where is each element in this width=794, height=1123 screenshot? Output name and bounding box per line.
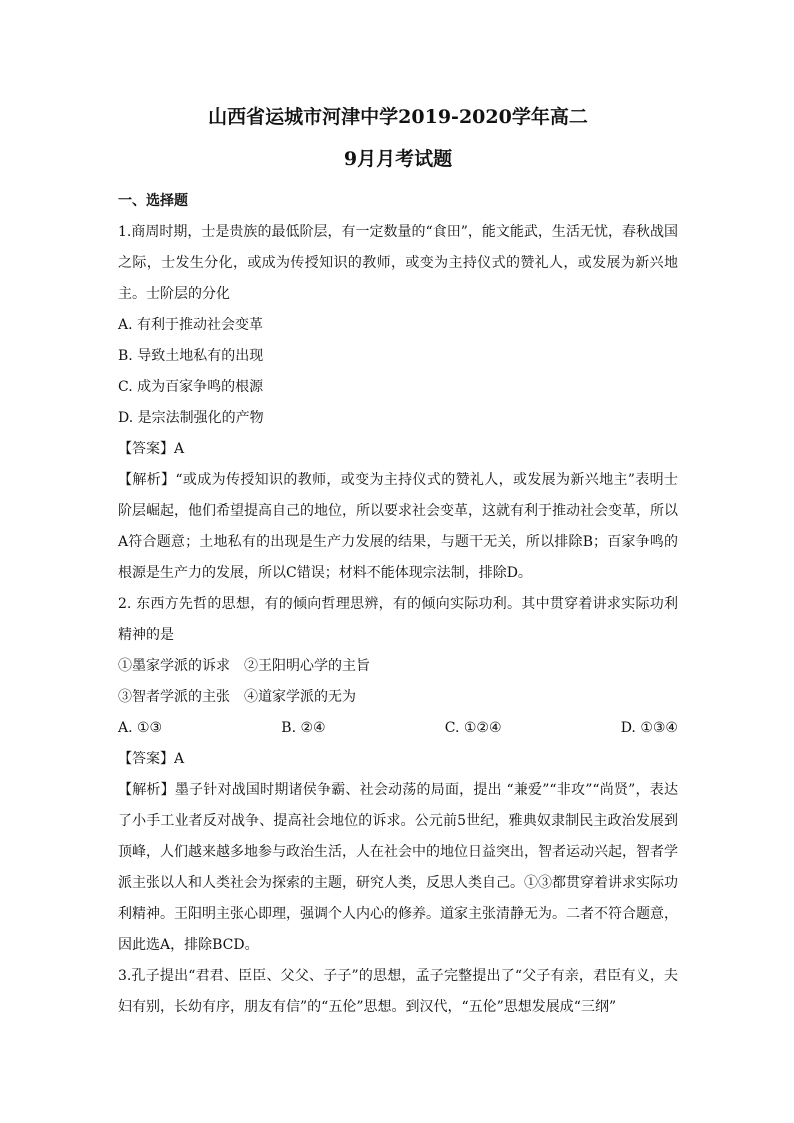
question-2-option-c: C. ①②④ [444,720,502,736]
question-2-option-b: B. ②④ [281,720,326,736]
exam-title: 山西省运城市河津中学2019-2020学年高二 [208,106,588,128]
question-2-analysis: 【解析】墨子针对战国时期诸侯争霸、社会动荡的局面，提出 “兼爱”“非攻”“尚贤”，表达了小手工业者反对战争、提高社会地位的诉求。公元前5世纪，雅典奴隶制民主政治发展到顶峰，人们越来越多地参与政治生活，人在社会中的地位日益突出，智者运动兴起，智者学派主张以人和人类社会为探索的主题，研究人类，反思人类自己。①③都贯穿着讲求实际功利精神。王阳明主张心即理，强调个人内心的修养。道家主张清静无为。二者不符合题意，因此选A，排除BCD。 [118,782,678,953]
question-1-option-c: C. 成为百家争鸣的根源 [118,379,264,395]
question-2-answer: 【答案】A [118,751,185,767]
question-3 [118,961,678,1023]
question-2-option-d: D. ①③④ [620,720,678,736]
question-1-analysis: 【解析】“或成为传授知识的教师，或变为主持仪式的赞礼人，或发展为新兴地主”表明士阶层崛起，他们希望提高自己的地位，所以要求社会变革，这就有利于推动社会变革，所以A符合题意；土地私有的出现是生产力发展的结果，与题干无关，所以排除B；百家争鸣的根源是生产力的发展，所以C错误；材料不能体现宗法制，排除D。 [118,472,678,581]
question-3-stem: 3.孔子提出“君君、臣臣、父父、子子”的思想，孟子完整提出了“父子有亲，君臣有义，夫妇有别，长幼有序，朋友有信”的“五伦”思想。到汉代，“五伦”思想发展成“三纲” [118,968,678,1015]
exam-subtitle: 9月月考试题 [343,148,453,170]
question-2 [118,589,678,961]
question-1-option-a: A. 有利于推动社会变革 [118,317,264,333]
question-2-options [118,713,678,744]
question-1-option-d: D. 是宗法制强化的产物 [118,410,264,426]
exam-page [118,98,678,1023]
question-2-items-line-1: ①墨家学派的诉求 ②王阳明心学的主旨 [118,658,370,674]
question-1 [118,217,678,589]
question-2-items-line-2: ③智者学派的主张 ④道家学派的无为 [118,689,356,705]
question-1-stem: 1.商周时期，士是贵族的最低阶层，有一定数量的“食田”，能文能武，生活无忧，春秋战国之际，士发生分化，或成为传授知识的教师，或变为主持仪式的赞礼人，或发展为新兴地主。士阶层的分化 [118,224,678,302]
question-2-option-a: A. ①③ [118,720,163,736]
question-2-stem: 2. 东西方先哲的思想，有的倾向哲理思辨，有的倾向实际功利。其中贯穿着讲求实际功利精神的是 [118,596,678,643]
question-1-answer: 【答案】A [118,441,185,457]
section-heading: 一、选择题 [118,193,188,209]
question-1-option-b: B. 导致土地私有的出现 [118,348,264,364]
